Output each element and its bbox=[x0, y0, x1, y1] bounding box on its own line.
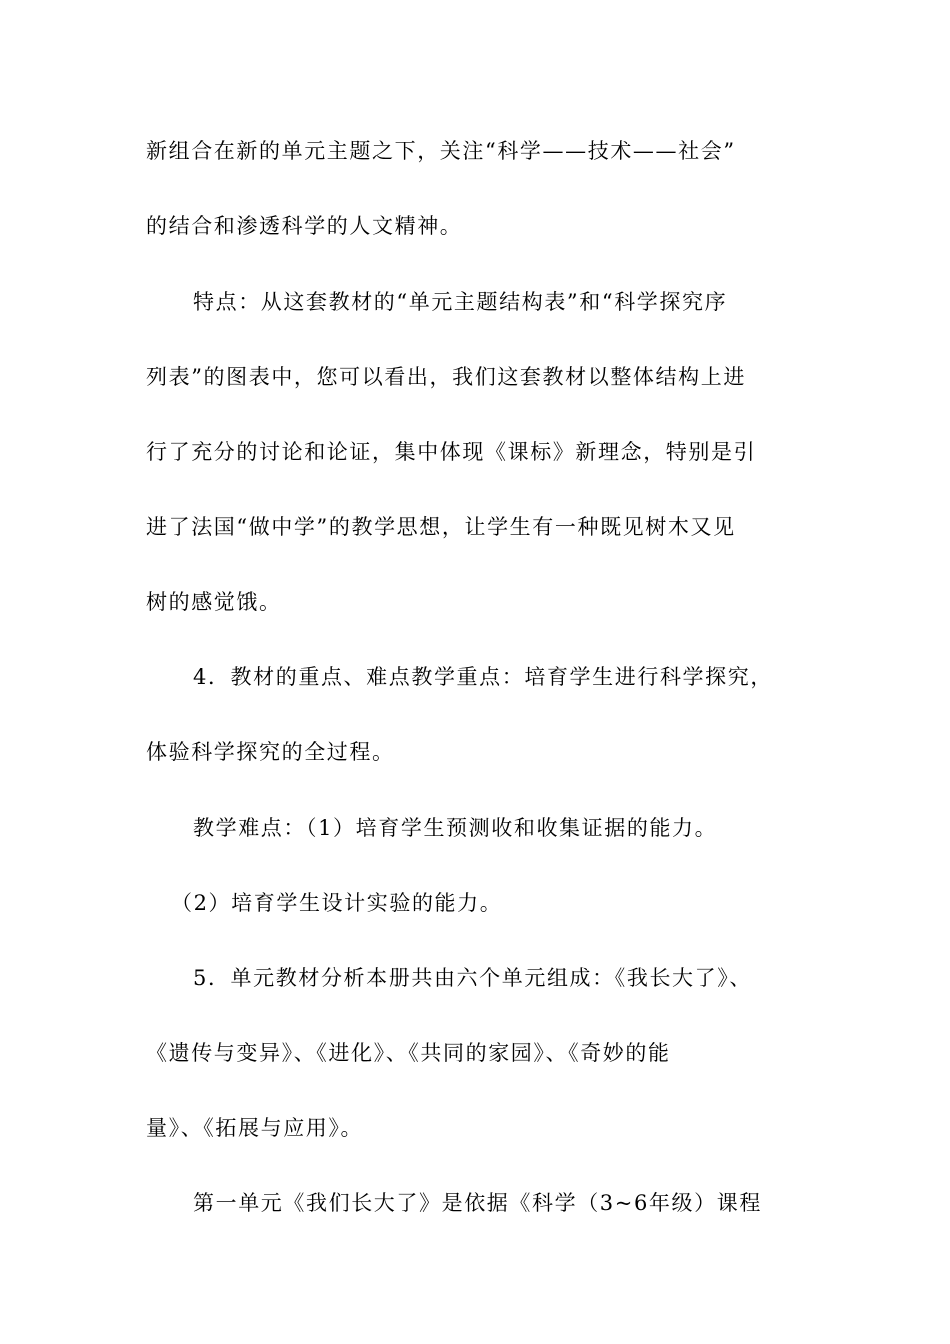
text-line: 新组合在新的单元主题之下，关注“科学——技术——社会” bbox=[146, 139, 736, 163]
paragraph-start-line: 教学难点：（1）培育学生预测收和收集证据的能力。 bbox=[193, 816, 718, 840]
text-line: 树的感觉饿。 bbox=[146, 590, 282, 614]
text-line: 行了充分的讨论和论证，集中体现《课标》新理念，特别是引 bbox=[146, 440, 757, 464]
text-line: 《遗传与变异》、《进化》、《共同的家园》、《奇妙的能 bbox=[146, 1041, 671, 1065]
text-line: 体验科学探究的全过程。 bbox=[146, 740, 395, 764]
text-line: 的结合和渗透科学的人文精神。 bbox=[146, 214, 463, 238]
paragraph-start-line: 4．教材的重点、难点教学重点：培育学生进行科学探究， bbox=[193, 665, 773, 689]
paragraph-start-line: （2）培育学生设计实验的能力。 bbox=[171, 891, 503, 915]
text-line: 进了法国“做中学”的教学思想，让学生有一种既见树木又见 bbox=[146, 515, 736, 539]
text-line: 列表”的图表中，您可以看出，我们这套教材以整体结构上进 bbox=[146, 365, 746, 389]
paragraph-start-line: 第一单元《我们长大了》是依据《科学（3~6年级）课程 bbox=[193, 1191, 762, 1215]
text-line: 量》、《拓展与应用》。 bbox=[146, 1116, 364, 1140]
paragraph-start-line: 特点：从这套教材的“单元主题结构表”和“科学探究序 bbox=[193, 290, 728, 314]
paragraph-start-line: 5．单元教材分析本册共由六个单元组成：《我长大了》、 bbox=[193, 966, 752, 990]
